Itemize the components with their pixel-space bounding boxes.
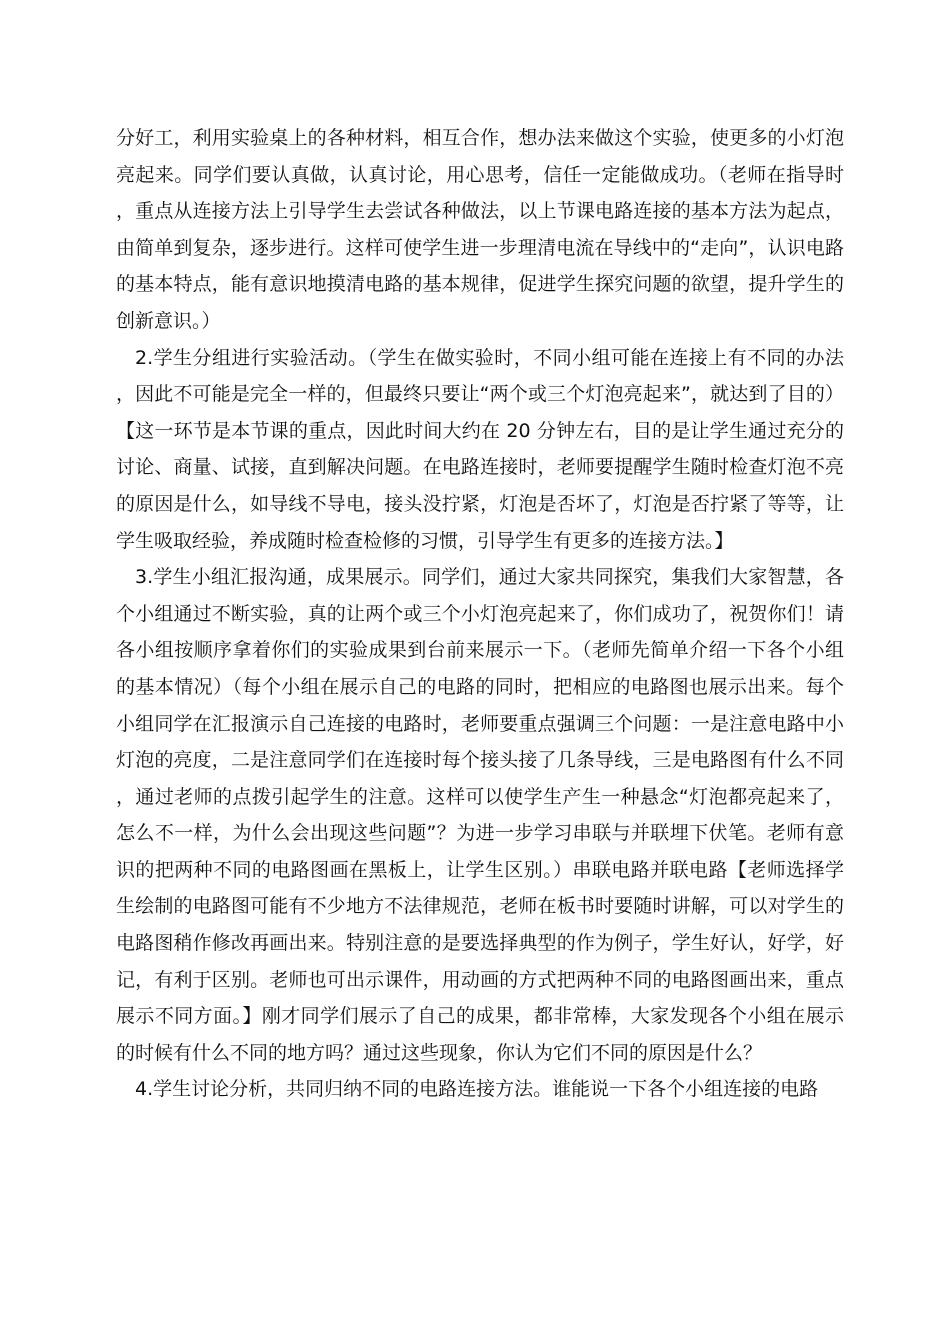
paragraph-step-2: 2.学生分组进行实验活动。（学生在做实验时，不同小组可能在连接上有不同的办法，因此不可能是完全一样的，但最终只要让“两个或三个灯泡亮起来”，就达到了目的）【这一环节是本节课的重点，因此时间大约在 20 分钟左右，目的是让学生通过充分的讨论、商量、试接，直到解决问题。在电路连接时，老师要提醒学生随时检查灯泡不亮的原因是什么，如导线不导电，接头没拧紧，灯泡是否坏了，灯泡是否拧紧了等等，让学生吸取经验，养成随时检查检修的习惯，引导学生有更多的连接方法。】 bbox=[116, 346, 844, 552]
document-body bbox=[116, 120, 844, 1108]
paragraph-step-3: 3.学生小组汇报沟通，成果展示。同学们，通过大家共同探究，集我们大家智慧，各个小组通过不断实验，真的让两个或三个小灯泡亮起来了，你们成功了，祝贺你们！请各小组按顺序拿着你们的实验成果到台前来展示一下。（老师先简单介绍一下各个小组的基本情况）（每个小组在展示自己的电路的同时，把相应的电路图也展示出来。每个小组同学在汇报演示自己连接的电路时，老师要重点强调三个问题：一是注意电路中小灯泡的亮度，二是注意同学们在连接时每个接头接了几条导线，三是电路图有什么不同，通过老师的点拨引起学生的注意。这样可以使学生产生一种悬念“灯泡都亮起来了，怎么不一样，为什么会出现这些问题”？为进一步学习串联与并联埋下伏笔。老师有意识的把两种不同的电路图画在黑板上，让学生区别。）串联电路并联电路【老师选择学生绘制的电路图可能有不少地方不法律规范，老师在板书时要随时讲解，可以对学生的电路图稍作修改再画出来。特别注意的是要选择典型的作为例子，学生好认，好学，好记，有利于区别。老师也可出示课件，用动画的方式把两种不同的电路图画出来，重点展示不同方面。】刚才同学们展示了自己的成果，都非常棒，大家发现各个小组在展示的时候有什么不同的地方吗？通过这些现象，你认为它们不同的原因是什么？ bbox=[116, 566, 844, 1064]
paragraph-intro: 分好工，利用实验桌上的各种材料，相互合作，想办法来做这个实验，使更多的小灯泡亮起来。同学们要认真做，认真讨论，用心思考，信任一定能做成功。（老师在指导时，重点从连接方法上引导学生去尝试各种做法，以上节课电路连接的基本方法为起点，由简单到复杂，逐步进行。这样可使学生进一步理清电流在导线中的“走向”，认识电路的基本特点，能有意识地摸清电路的基本规律，促进学生探究问题的欲望，提升学生的创新意识。） bbox=[116, 127, 844, 332]
paragraph-step-4: 4.学生讨论分析，共同归纳不同的电路连接方法。谁能说一下各个小组连接的电路 bbox=[135, 1078, 819, 1101]
